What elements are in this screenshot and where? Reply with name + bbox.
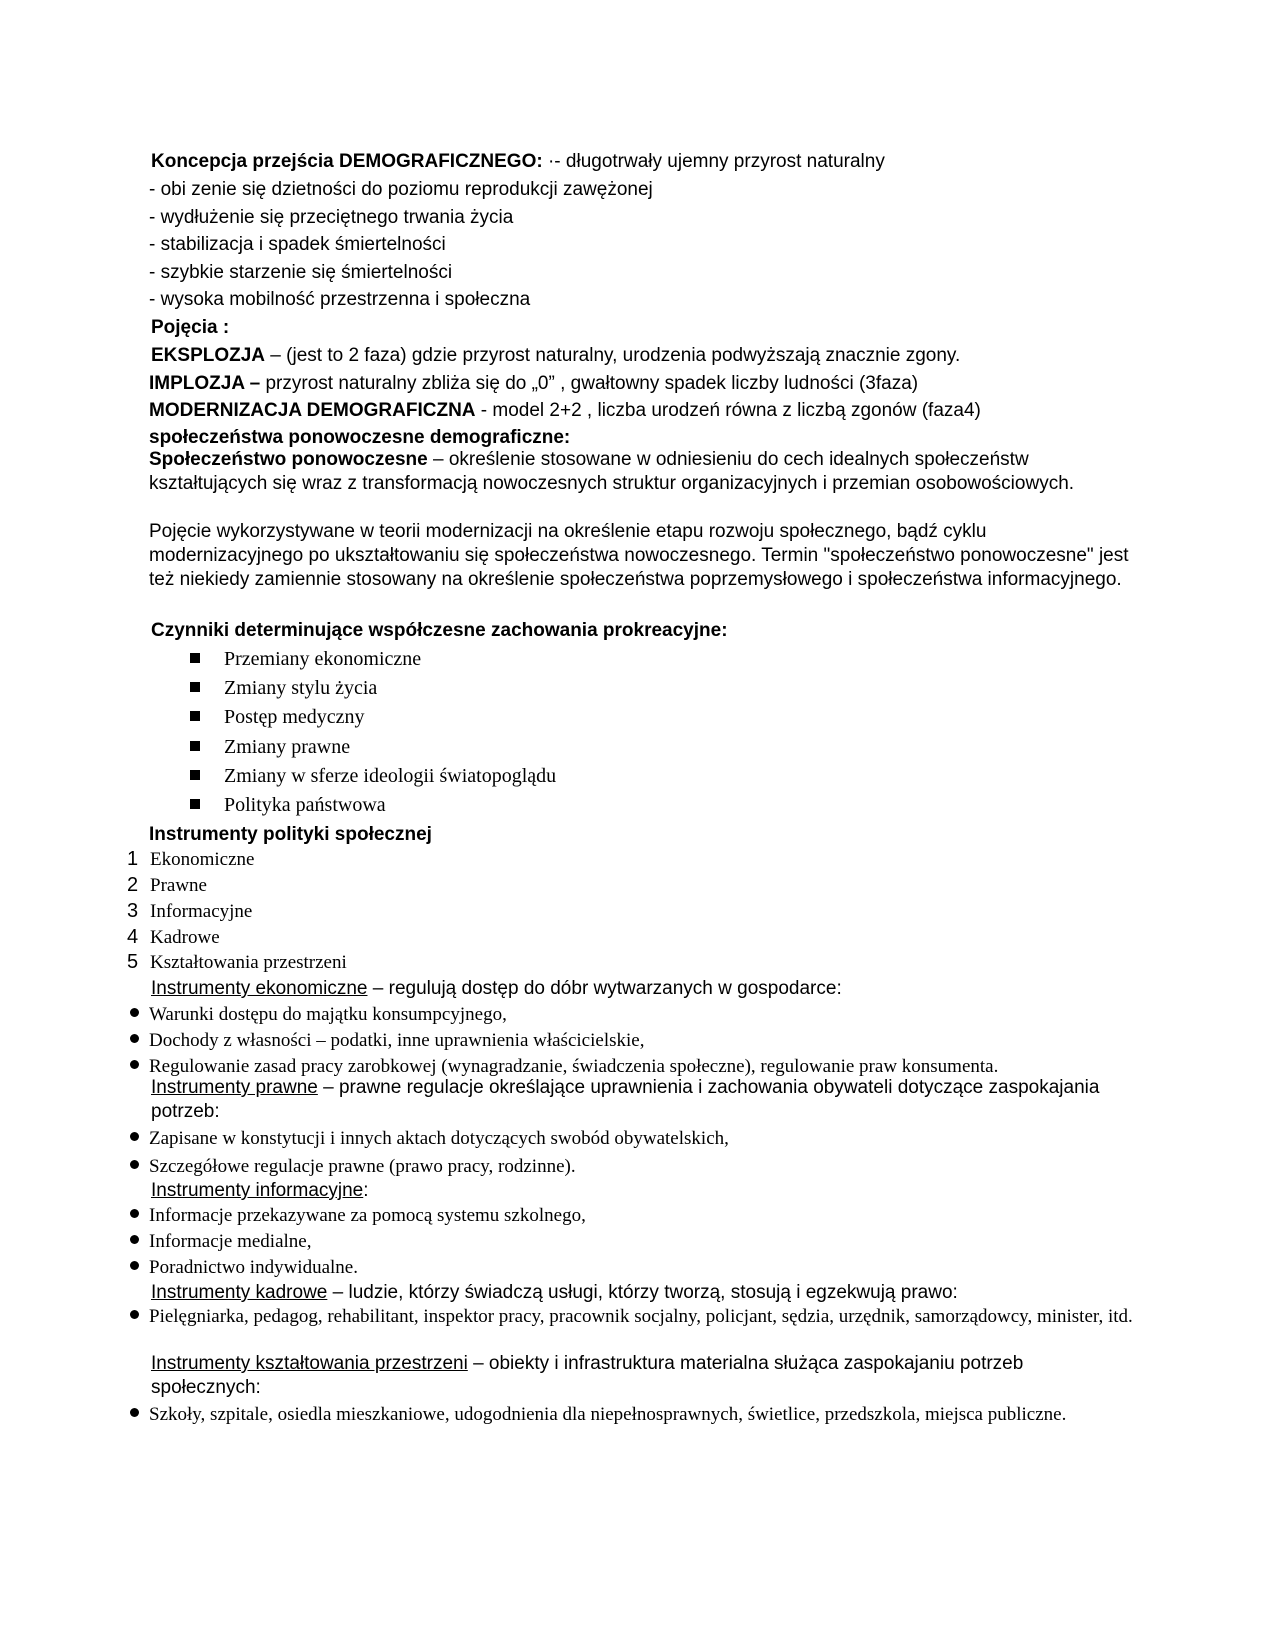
eksplozja-term: EKSPLOZJA — [151, 345, 266, 366]
bullet-icon — [130, 1008, 139, 1017]
bullet-icon — [130, 1060, 139, 1069]
square-bullet-icon — [190, 682, 200, 692]
modernizacja-line — [149, 397, 981, 425]
bullet-icon — [130, 1235, 139, 1244]
prawne-item: Zapisane w konstytucji i innych aktach dotyczących swobód obywatelskich, — [127, 1127, 729, 1151]
implozja-def: przyrost naturalny zbliża się do „0” , gwałtowny spadek liczby ludności (3faza) — [260, 373, 919, 394]
numbered-item: 4 Kadrowe — [127, 926, 220, 948]
przestrzeni-line: Instrumenty kształtowania przestrzeni – obiekty i infrastruktura materialna służąca zaspokajaniu potrzeb społecznych: — [151, 1353, 1024, 1398]
demografia-heading-rest: ·- długotrwały ujemny przyrost naturalny — [542, 151, 885, 172]
prawne-term: Instrumenty prawne — [151, 1077, 318, 1098]
ekonomiczne-line: Instrumenty ekonomiczne – regulują dostęp do dóbr wytwarzanych w gospodarce: — [151, 978, 842, 999]
numbered-item: 5 Kształtowania przestrzeni — [127, 951, 347, 973]
demografia-item: - wydłużenie się przeciętnego trwania życia — [149, 207, 514, 228]
bullet-icon — [130, 1408, 139, 1417]
demografia-heading-line — [151, 148, 885, 176]
czynniki-item: Zmiany w sferze ideologii światopoglądu — [190, 765, 556, 795]
prawne-item: Szczegółowe regulacje prawne (prawo pracy, rodzinne). — [127, 1155, 576, 1179]
square-bullet-icon — [190, 770, 200, 780]
eksplozja-def: – (jest to 2 faza) gdzie przyrost naturalny, urodzenia podwyższają znacznie zgony. — [265, 345, 961, 366]
ekonomiczne-item: Regulowanie zasad pracy zarobkowej (wynagradzanie, świadczenia społeczne), regulowanie praw konsumenta. — [127, 1055, 998, 1079]
square-bullet-icon — [190, 799, 200, 809]
czynniki-heading: Czynniki determinujące współczesne zachowania prokreacyjne: — [151, 620, 728, 641]
demografia-item: - wysoka mobilność przestrzenna i społeczna — [149, 289, 531, 310]
square-bullet-icon — [190, 711, 200, 721]
informacyjne-item: Poradnictwo indywidualne. — [127, 1256, 358, 1280]
przestrzeni-item: Szkoły, szpitale, osiedla mieszkaniowe, udogodnienia dla niepełnosprawnych, świetlice, przedszkola, miejsca publiczne. — [127, 1403, 1087, 1427]
demografia-item: - obi zenie się dzietności do poziomu reprodukcji zawężonej — [149, 179, 653, 200]
numbered-item: 1 Ekonomiczne — [127, 848, 255, 870]
czynniki-item: Przemiany ekonomiczne — [190, 648, 421, 678]
informacyjne-line: Instrumenty informacyjne: — [151, 1180, 369, 1201]
ponowoczesne-heading: społeczeństwa ponowoczesne demograficzne: — [149, 427, 571, 448]
informacyjne-term: Instrumenty informacyjne — [151, 1180, 364, 1201]
przestrzeni-term: Instrumenty kształtowania przestrzeni — [151, 1353, 468, 1374]
czynniki-item: Zmiany stylu życia — [190, 677, 377, 707]
czynniki-item: Postęp medyczny — [190, 706, 365, 736]
pojecia-heading: Pojęcia : — [151, 317, 230, 338]
modernizacja-def: - model 2+2 , liczba urodzeń równa z liczbą zgonów (faza4) — [475, 400, 981, 421]
numbered-item: 3 Informacyjne — [127, 900, 253, 922]
kadrowe-term: Instrumenty kadrowe — [151, 1282, 328, 1303]
implozja-line — [149, 370, 918, 398]
ponowoczesne-definition — [149, 448, 1129, 496]
bullet-icon — [130, 1209, 139, 1218]
demografia-item: - szybkie starzenie się śmiertelności — [149, 262, 453, 283]
bullet-icon — [130, 1160, 139, 1169]
kadrowe-item: Pielęgniarka, pedagog, rehabilitant, inspektor pracy, pracownik socjalny, policjant, sędzia, urzędnik, samorządowcy, minister, itd. — [127, 1305, 1137, 1329]
bullet-icon — [130, 1261, 139, 1270]
ponowoczesne-paragraph: Pojęcie wykorzystywane w teorii modernizacji na określenie etapu rozwoju społecznego, bądź cyklu modernizacyjnego po ukształtowaniu się społeczeństwa nowoczesnego. Termin "społeczeństwo ponowoczesne" jest też niekiedy zamiennie stosowany na określenie społeczeństwa poprzemysłowego i społeczeństwa informacyjnego. — [149, 521, 1129, 590]
informacyjne-item: Informacje przekazywane za pomocą systemu szkolnego, — [127, 1204, 586, 1228]
czynniki-item: Polityka państwowa — [190, 794, 386, 824]
ekonomiczne-item: Warunki dostępu do majątku konsumpcyjnego, — [127, 1003, 507, 1027]
demografia-item: - stabilizacja i spadek śmiertelności — [149, 234, 446, 255]
square-bullet-icon — [190, 653, 200, 663]
ponowoczesne-def: – określenie stosowane w odniesieniu do cech idealnych społeczeństw kształtujących się wraz z transformacją nowoczesnych struktur organizacyjnych i przemian osobowościowych. — [149, 449, 1075, 494]
eksplozja-line — [151, 342, 960, 370]
ekonomiczne-item: Dochody z własności – podatki, inne uprawnienia właścicielskie, — [127, 1029, 644, 1053]
bullet-icon — [130, 1034, 139, 1043]
kadrowe-line: Instrumenty kadrowe – ludzie, którzy świadczą usługi, którzy tworzą, stosują i egzekwują prawo: — [151, 1282, 958, 1303]
ekonomiczne-term: Instrumenty ekonomiczne — [151, 978, 368, 999]
square-bullet-icon — [190, 741, 200, 751]
informacyjne-item: Informacje medialne, — [127, 1230, 311, 1254]
bullet-icon — [130, 1310, 139, 1319]
czynniki-item: Zmiany prawne — [190, 736, 350, 766]
numbered-item: 2 Prawne — [127, 874, 207, 896]
prawne-line: Instrumenty prawne – prawne regulacje określające uprawnienia i zachowania obywateli dotyczące zaspokajania potrzeb: — [151, 1077, 1100, 1122]
instrumenty-heading: Instrumenty polityki społecznej — [149, 824, 432, 845]
demografia-heading: Koncepcja przejścia DEMOGRAFICZNEGO: — [151, 151, 543, 172]
bullet-icon — [130, 1132, 139, 1141]
modernizacja-term: MODERNIZACJA DEMOGRAFICZNA — [149, 400, 476, 421]
implozja-term: IMPLOZJA – — [149, 373, 261, 394]
ponowoczesne-term: Społeczeństwo ponowoczesne — [149, 449, 428, 470]
